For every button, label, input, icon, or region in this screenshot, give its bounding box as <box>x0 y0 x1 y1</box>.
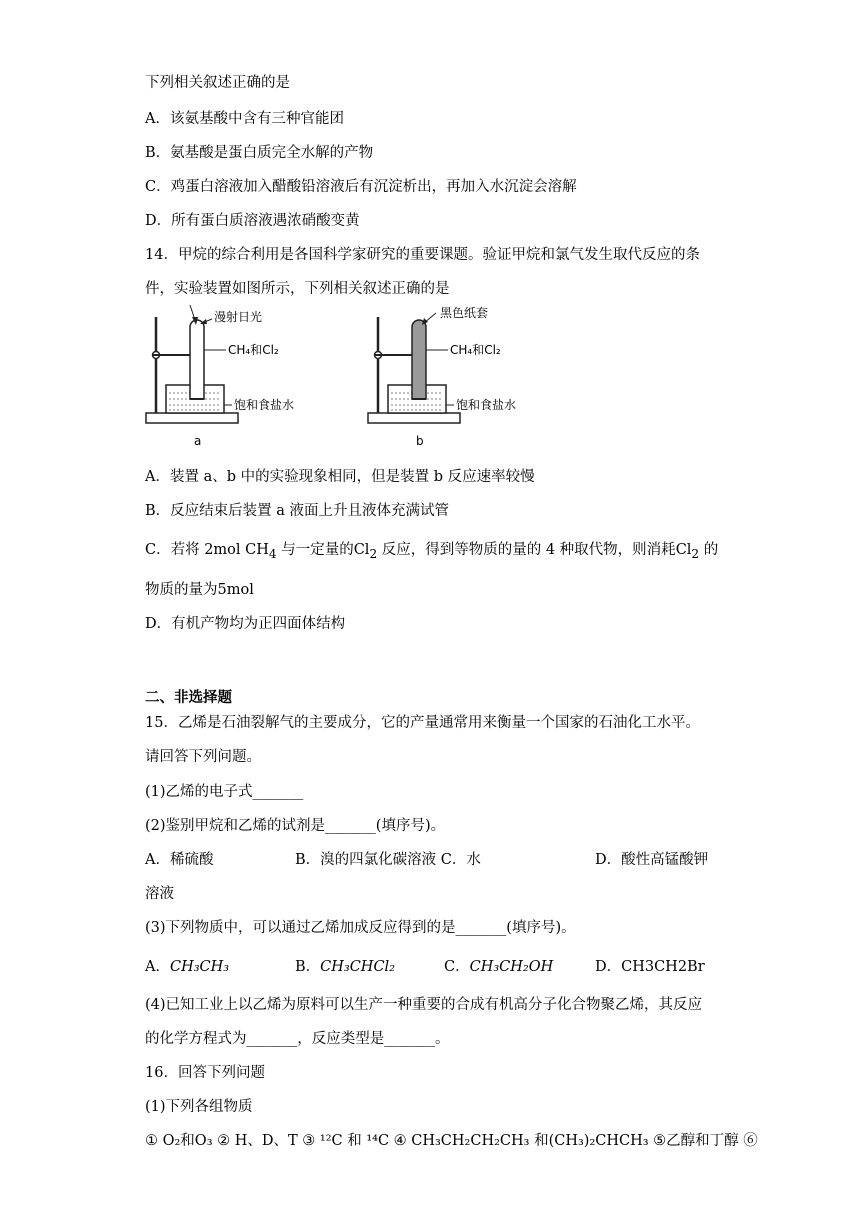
label-gas-b: CH₄和Cl₂ <box>450 343 501 357</box>
q15-part4-line1: (4)已知工业上以乙烯为原料可以生产一种重要的合成有机高分子化合物聚乙烯，其反应 <box>145 997 703 1013</box>
q13-stem: 下列相关叙述正确的是 <box>145 75 290 91</box>
q14-stem-line1: 14．甲烷的综合利用是各国科学家研究的重要课题。验证甲烷和氯气发生取代反应的条 <box>145 247 700 263</box>
label-b: b <box>416 434 424 448</box>
label-diffuse-light: 漫射日光 <box>214 310 263 324</box>
q14-option-d: D．有机产物均为正四面体结构 <box>145 616 346 632</box>
q15-part2: (2)鉴别甲烷和乙烯的试剂是_______(填序号)。 <box>145 818 446 834</box>
q15-p3-option-c: C．CH₃CH₂OH <box>444 959 554 975</box>
q15-p3-option-a: A．CH₃CH₃ <box>145 959 230 975</box>
apparatus-figure <box>140 305 560 455</box>
q14-option-c-line2: 物质的量为5mol <box>145 582 254 598</box>
q15-p2-option-bc: B．溴的四氯化碳溶液 C．水 <box>295 852 481 868</box>
label-a: a <box>194 434 202 448</box>
q15-p3-option-b: B．CH₃CHCl₂ <box>295 959 395 975</box>
q15-part1: (1)乙烯的电子式_______ <box>145 784 304 800</box>
q14-option-a: A．装置 a、b 中的实验现象相同，但是装置 b 反应速率较慢 <box>145 469 535 485</box>
q16-part1: (1)下列各组物质 <box>145 1099 253 1115</box>
q15-p2-option-d-cont: 溶液 <box>145 886 174 902</box>
label-brine-b: 饱和食盐水 <box>456 398 517 412</box>
label-gas-a: CH₄和Cl₂ <box>228 343 279 357</box>
q13-option-a: A．该氨基酸中含有三种官能团 <box>145 111 344 127</box>
q13-option-b: B．氨基酸是蛋白质完全水解的产物 <box>145 145 374 161</box>
ch4-formula: $CH_4$ <box>245 542 277 561</box>
q15-part3: (3)下列物质中，可以通过乙烯加成反应得到的是_______(填序号)。 <box>145 920 576 936</box>
apparatus-b <box>368 305 516 448</box>
q15-p3-option-d: D．CH3CH2Br <box>595 959 705 975</box>
q16-items: ① O₂和O₃ ② H、D、T ③ ¹²C 和 ¹⁴C ④ CH₃CH₂CH₂CH₃ 和(CH₃)₂CHCH₃ ⑤乙醇和丁醇 ⑥ <box>145 1133 758 1149</box>
q15-p2-option-a: A．稀硫酸 <box>145 852 214 868</box>
q15-part2-options <box>0 850 860 870</box>
q16-title: 16．回答下列问题 <box>145 1065 265 1081</box>
q13-option-d: D．所有蛋白质溶液遇浓硝酸变黄 <box>145 213 360 229</box>
cl2-formula: $Cl_2$ <box>353 542 378 561</box>
q13-option-c: C．鸡蛋白溶液加入醋酸铅溶液后有沉淀析出，再加入水沉淀会溶解 <box>145 179 577 195</box>
label-black-sleeve: 黑色纸套 <box>440 306 489 320</box>
q14-stem-line2: 件，实验装置如图所示，下列相关叙述正确的是 <box>145 281 450 297</box>
q14-option-c-line1: C．若将 2mol $CH_4$ 与一定量的$Cl_2$ 反应，得到等物质的量的 4 种取代物，则消耗$Cl_2$ 的 <box>145 542 719 561</box>
q15-p2-option-d: D．酸性高锰酸钾 <box>595 852 709 868</box>
section-title: 二、非选择题 <box>145 689 232 706</box>
q15-stem-line2: 请回答下列问题。 <box>145 749 261 765</box>
cl2-formula-2: $Cl_2$ <box>675 542 700 561</box>
apparatus-a <box>146 305 294 448</box>
label-brine-a: 饱和食盐水 <box>234 398 295 412</box>
q15-part4-line2: 的化学方程式为_______，反应类型是_______。 <box>145 1031 450 1047</box>
q14-option-b: B．反应结束后装置 a 液面上升且液体充满试管 <box>145 503 450 519</box>
q15-stem-line1: 15．乙烯是石油裂解气的主要成分，它的产量通常用来衡量一个国家的石油化工水平。 <box>145 715 700 731</box>
q15-part3-options <box>0 957 860 977</box>
